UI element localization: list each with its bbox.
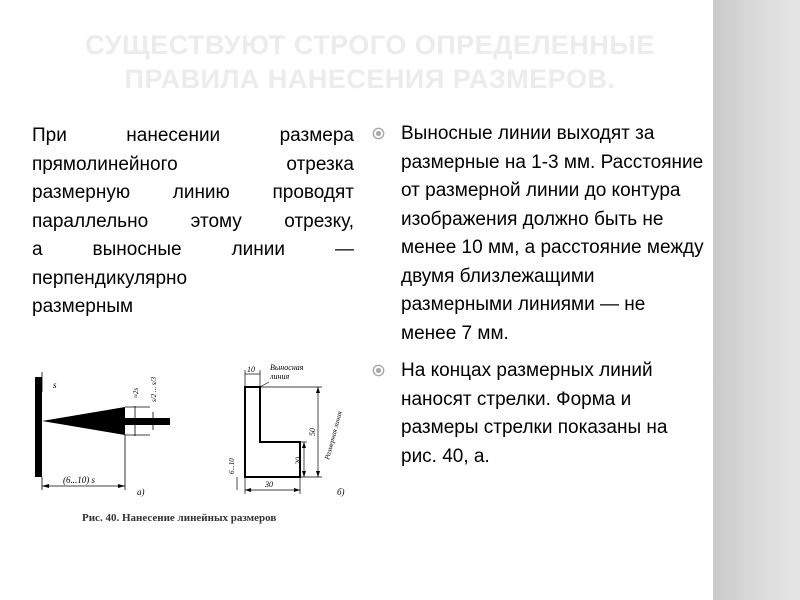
contour-line [35,377,42,477]
paragraph-line: а выносные линии — [32,239,354,260]
paragraph-line: При нанесении размера [32,125,354,146]
dim-half-label: s/2 ... s/3 [150,376,158,402]
annotation-dimension-line: Размерная линия [323,410,344,461]
bullet-item [370,120,705,348]
decorative-side-panel [713,0,800,600]
figure-b-part-drawing [225,362,365,512]
paragraph-line: размерную линию проводят [32,182,354,203]
bullet-text: На концах размерных линий наносят стрелки. Форма и размеры стрелки показаны на рис. 40, а. [401,360,668,467]
dim-20-label: 20 [294,457,303,465]
annotation-extension-line-2: линия [270,372,290,381]
figure-a-arrow-drawing [25,362,185,502]
figure-caption: Рис. 40. Нанесение линейных размеров [82,512,277,524]
dim-length-label: (6...10) s [63,475,95,485]
figure-b-label: б) [337,487,345,497]
circle-bullet-icon [372,364,385,377]
dim-width-label: ≈2s [132,387,140,398]
dim-50-label: 50 [308,428,317,436]
dim-top-label: 10 [247,365,255,374]
slide-title-line-1: СУЩЕСТВУЮТ СТРОГО ОПРЕДЕЛЕННЫЕ [85,30,655,60]
bullet-item [370,357,705,471]
arrowhead-shape [42,407,125,435]
slide-title [30,28,710,96]
dim-30-label: 30 [265,480,273,489]
paragraph-line: параллельно этому отрезку, [32,210,354,232]
slide-title-line-2: ПРАВИЛА НАНЕСЕНИЯ РАЗМЕРОВ. [124,64,616,94]
bullet-text: Выносные линии выходят за размерные на 1-3 мм. Расстояние от размерной линии до контура изображения должно быть не менее 10 мм, а расстояние между двумя близлежащими размерными линиями — не менее 7 мм. [401,123,704,344]
circle-bullet-icon [372,127,385,140]
annotation-extension-line-1: Выносная [270,363,304,372]
paragraph-line: прямолинейного отрезка [32,153,354,175]
dim-s-label: s [53,380,57,390]
left-paragraph [32,122,354,322]
part-contour [245,387,300,477]
bullet-list [370,120,705,480]
dim-6-10-label: 6...10 [228,458,236,474]
paragraph-line: размерным [32,296,134,317]
paragraph-line: перпендикулярно [32,267,188,289]
figure-a-label: а) [137,487,145,497]
